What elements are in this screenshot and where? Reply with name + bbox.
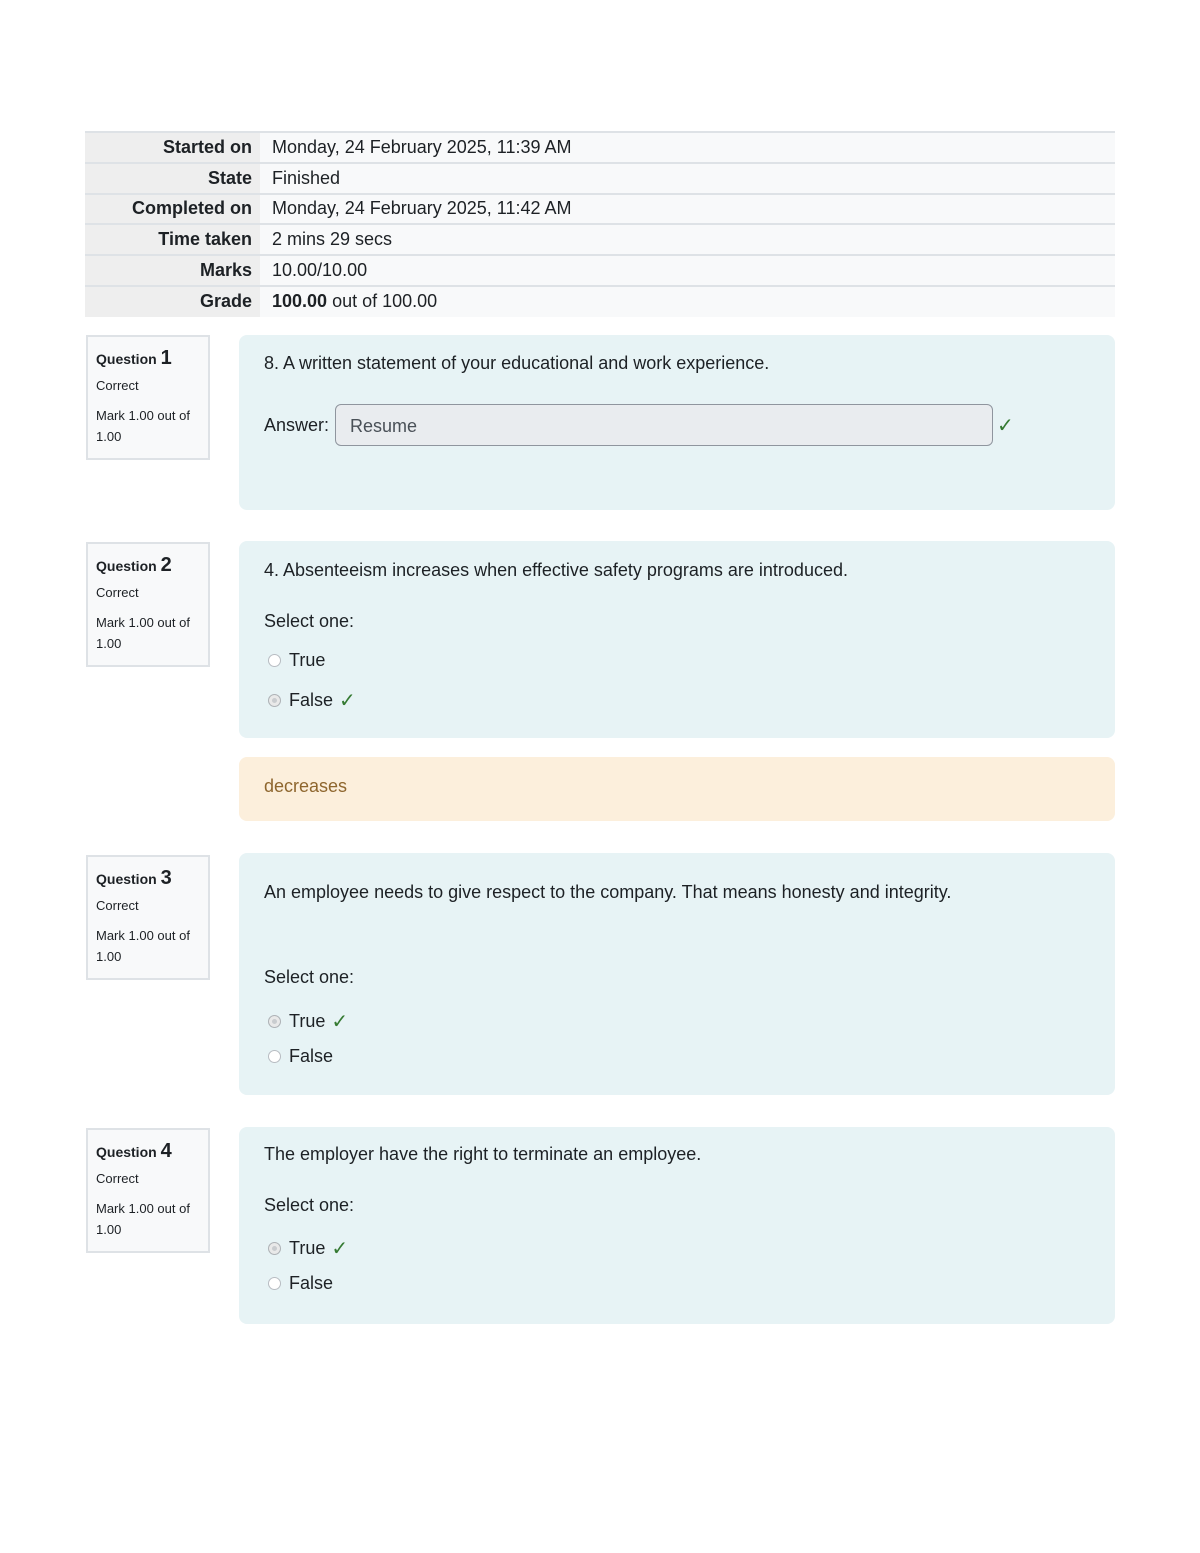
summary-label: Time taken xyxy=(85,224,260,255)
question-number-value: 3 xyxy=(160,867,172,889)
summary-row xyxy=(85,224,1115,255)
summary-label: Completed on xyxy=(85,194,260,225)
option-label: True xyxy=(289,650,326,670)
option-false[interactable] xyxy=(268,1273,333,1294)
question-label: Question xyxy=(96,351,161,367)
summary-value: Monday, 24 February 2025, 11:39 AM xyxy=(260,132,1115,163)
question-state: Correct xyxy=(96,1171,139,1186)
question-info xyxy=(86,855,210,980)
question-number-value: 2 xyxy=(160,554,172,576)
radio-button[interactable] xyxy=(268,654,281,667)
option-true[interactable] xyxy=(268,1236,348,1261)
radio-button[interactable] xyxy=(268,1277,281,1290)
summary-label: Grade xyxy=(85,286,260,317)
summary-value xyxy=(260,286,1115,317)
question-number xyxy=(96,867,200,890)
radio-button[interactable] xyxy=(268,1050,281,1063)
summary-value: 2 mins 29 secs xyxy=(260,224,1115,255)
question-formulation xyxy=(239,1127,1115,1324)
question-grade: Mark 1.00 out of 1.00 xyxy=(96,615,190,651)
question-number-value: 1 xyxy=(160,347,172,369)
checkmark-icon: ✓ xyxy=(997,414,1014,437)
answer-label: Answer: xyxy=(264,414,330,435)
question-label: Question xyxy=(96,558,161,574)
question-number xyxy=(96,554,200,577)
select-one-prompt: Select one: xyxy=(264,967,355,987)
option-label: True xyxy=(289,1238,326,1258)
question-state: Correct xyxy=(96,898,139,913)
radio-button-selected[interactable] xyxy=(268,1242,281,1255)
question-formulation xyxy=(239,541,1115,738)
question-info xyxy=(86,1128,210,1253)
select-one-prompt: Select one: xyxy=(264,611,355,631)
option-true[interactable] xyxy=(268,1009,348,1034)
question-info xyxy=(86,542,210,667)
radio-button-selected[interactable] xyxy=(268,1015,281,1028)
answer-row xyxy=(264,404,1014,446)
summary-value: Finished xyxy=(260,163,1115,194)
question-text: 8. A written statement of your educational and work experience. xyxy=(264,353,770,373)
question-number xyxy=(96,347,200,370)
grade-out-of: out of 100.00 xyxy=(327,291,438,312)
question-state: Correct xyxy=(96,585,139,600)
checkmark-icon: ✓ xyxy=(331,1238,349,1260)
summary-row xyxy=(85,132,1115,163)
option-false[interactable] xyxy=(268,1046,333,1067)
question-state: Correct xyxy=(96,378,139,393)
summary-label: State xyxy=(85,163,260,194)
feedback-box: decreases xyxy=(239,757,1115,821)
radio-button-selected[interactable] xyxy=(268,694,281,707)
summary-label: Marks xyxy=(85,255,260,286)
grade-value: 100.00 xyxy=(272,291,328,312)
summary-row xyxy=(85,286,1115,317)
option-false[interactable] xyxy=(268,688,356,713)
question-text: 4. Absenteeism increases when effective safety programs are introduced. xyxy=(264,560,848,580)
option-label: True xyxy=(289,1011,326,1031)
summary-value: 10.00/10.00 xyxy=(260,255,1115,286)
checkmark-icon: ✓ xyxy=(331,1011,349,1033)
attempt-summary-table xyxy=(85,131,1115,317)
select-one-prompt: Select one: xyxy=(264,1195,355,1215)
summary-value: Monday, 24 February 2025, 11:42 AM xyxy=(260,194,1115,225)
summary-row xyxy=(85,194,1115,225)
summary-label: Started on xyxy=(85,132,260,163)
question-grade: Mark 1.00 out of 1.00 xyxy=(96,1201,190,1237)
option-label: False xyxy=(289,690,334,710)
answer-input[interactable]: Resume xyxy=(335,404,993,446)
question-grade: Mark 1.00 out of 1.00 xyxy=(96,408,190,444)
question-grade: Mark 1.00 out of 1.00 xyxy=(96,928,190,964)
question-number-value: 4 xyxy=(160,1140,172,1162)
question-label: Question xyxy=(96,871,161,887)
question-number xyxy=(96,1140,200,1163)
summary-row xyxy=(85,163,1115,194)
question-text: An employee needs to give respect to the company. That means honesty and integrity. xyxy=(264,882,952,902)
question-label: Question xyxy=(96,1144,161,1160)
summary-row xyxy=(85,255,1115,286)
checkmark-icon: ✓ xyxy=(339,690,356,712)
question-formulation xyxy=(239,335,1115,510)
question-formulation xyxy=(239,853,1115,1095)
question-info xyxy=(86,335,210,460)
option-label: False xyxy=(289,1273,334,1293)
option-label: False xyxy=(289,1046,334,1066)
question-text: The employer have the right to terminate an employee. xyxy=(264,1144,702,1164)
option-true[interactable] xyxy=(268,650,325,671)
